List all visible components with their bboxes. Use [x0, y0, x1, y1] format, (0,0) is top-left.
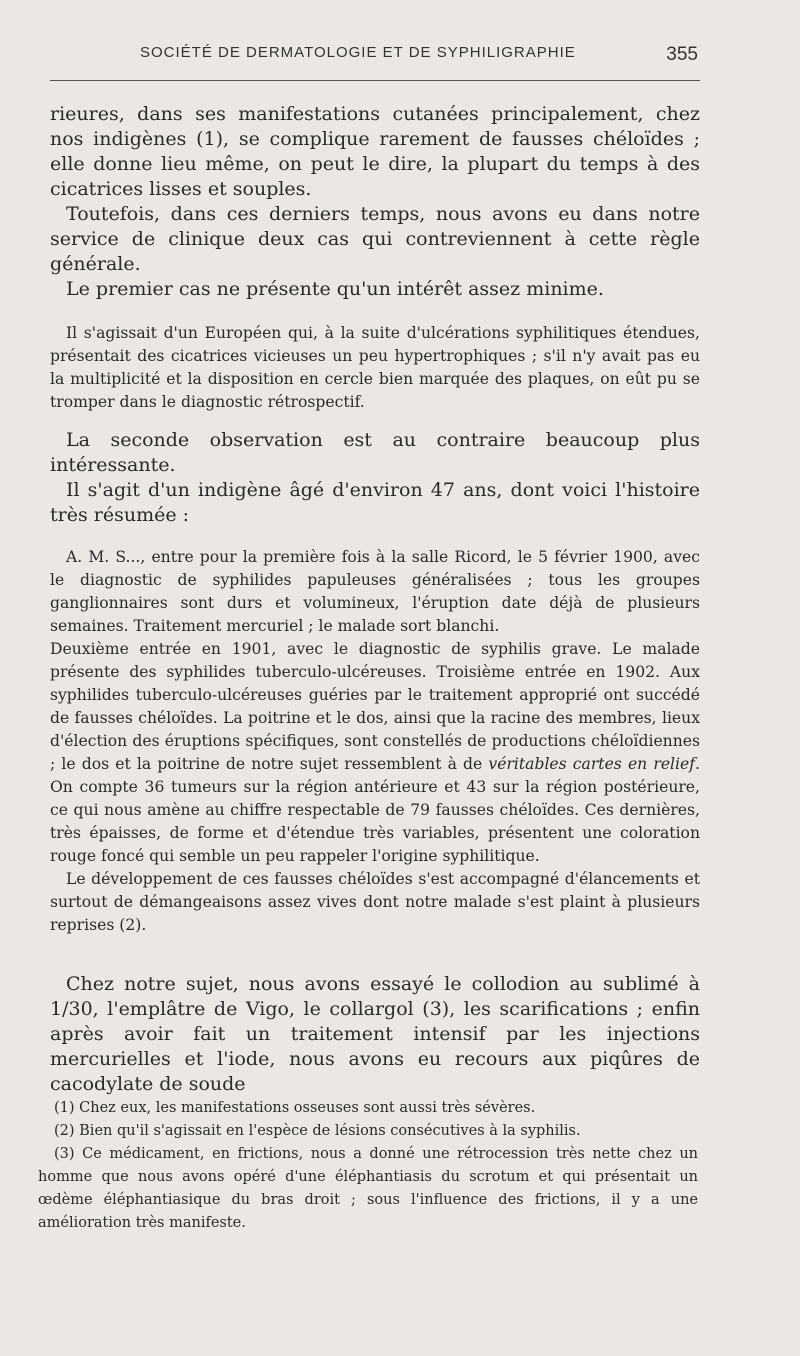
running-title: SOCIÉTÉ DE DERMATOLOGIE ET DE SYPHILIGRAPHIE: [140, 44, 576, 61]
footnote-2: (2) Bien qu'il s'agissait en l'espèce de lésions consécutives à la syphilis.: [54, 1123, 581, 1139]
footnote-1: (1) Chez eux, les manifestations osseuses sont aussi très sévères.: [54, 1100, 536, 1116]
footnotes: [38, 1097, 698, 1235]
paragraph-european-case: Il s'agissait d'un Européen qui, à la suite d'ulcérations syphilitiques étendues, présentait des cicatrices vicieuses un peu hypertrophiques ; s'il n'y avait pas eu la multiplicité et la disposition en cercle bien marquée des plaques, on eût pu se tromper dans le diagnostic rétrospectif.: [50, 324, 700, 411]
paragraph-development: Le développement de ces fausses chéloïdes s'est accompagné d'élancements et surtout de démangeaisons assez vives dont notre malade s'est plaint à plusieurs reprises (2).: [50, 870, 700, 934]
second-entry-emphasis: véritables cartes en relief: [488, 755, 696, 773]
page-number: 355: [666, 44, 698, 65]
running-header: [52, 44, 698, 70]
second-entry-text-b: . On compte 36 tumeurs sur la région antérieure et 43 sur la région postérieure, ce qui nous amène au chiffre respectable de 79 fausses chéloïdes. Ces dernières, très épaisses, de forme et d'étendue très variables, présentent une coloration rouge foncé qui semble un peu rappeler l'origine syphilitique.: [50, 755, 700, 865]
paragraph-two-cases: Toutefois, dans ces derniers temps, nous avons eu dans notre service de clinique deux cas qui contreviennent à cette règle générale.: [50, 203, 700, 275]
intro-section: [50, 102, 700, 302]
header-rule: [50, 80, 700, 81]
second-case-intro: [50, 428, 700, 528]
first-case-section: [50, 322, 700, 414]
paragraph-indigene-history: Il s'agit d'un indigène âgé d'environ 47 ans, dont voici l'histoire très résumée :: [50, 479, 700, 526]
paragraph-second-observation: La seconde observation est au contraire beaucoup plus intéressante.: [50, 429, 700, 476]
treatment-section: [50, 972, 700, 1097]
paragraph-first-entry: A. M. S..., entre pour la première fois à la salle Ricord, le 5 février 1900, avec le diagnostic de syphilides papuleuses généralisées ; tous les groupes ganglionnaires sont durs et volumineux, l'éruption date déjà de plusieurs semaines. Traitement mercuriel ; le malade sort blanchi.: [50, 548, 700, 635]
paragraph-first-case: Le premier cas ne présente qu'un intérêt assez minime.: [66, 278, 604, 300]
paragraph-second-entry: [50, 638, 700, 868]
footnote-3: (3) Ce médicament, en frictions, nous a donné une rétrocession très nette chez un homme que nous avons opéré d'une éléphantiasis du scrotum et qui présentait un œdème éléphantiasique du bras droit ; sous l'influence des frictions, il y a une amélioration très manifeste.: [38, 1146, 698, 1231]
observation-section: [50, 546, 700, 937]
paragraph-continuation: rieures, dans ses manifestations cutanées principalement, chez nos indigènes (1), se complique rarement de fausses chéloïdes ; elle donne lieu même, on peut le dire, la plupart du temps à des cicatrices lisses et souples.: [50, 103, 700, 200]
second-entry-text-a: Deuxième entrée en 1901, avec le diagnostic de syphilis grave. Le malade présente des syphilides tuberculo-ulcéreuses. Troisième entrée en 1902. Aux syphilides tuberculo-ulcéreuses guéries par le traitement approprié ont succédé de fausses chéloïdes. La poitrine et le dos, ainsi que la racine des membres, lieux d'élection des éruptions spécifiques, sont constellés de productions chéloïdiennes ; le dos et la poitrine de notre sujet ressemblent à de: [50, 640, 700, 773]
paragraph-treatment: Chez notre sujet, nous avons essayé le collodion au sublimé à 1/30, l'emplâtre de Vigo, le collargol (3), les scarifications ; enfin après avoir fait un traitement intensif par les injections mercurielles et l'iode, nous avons eu recours aux piqûres de cacodylate de soude: [50, 973, 700, 1095]
